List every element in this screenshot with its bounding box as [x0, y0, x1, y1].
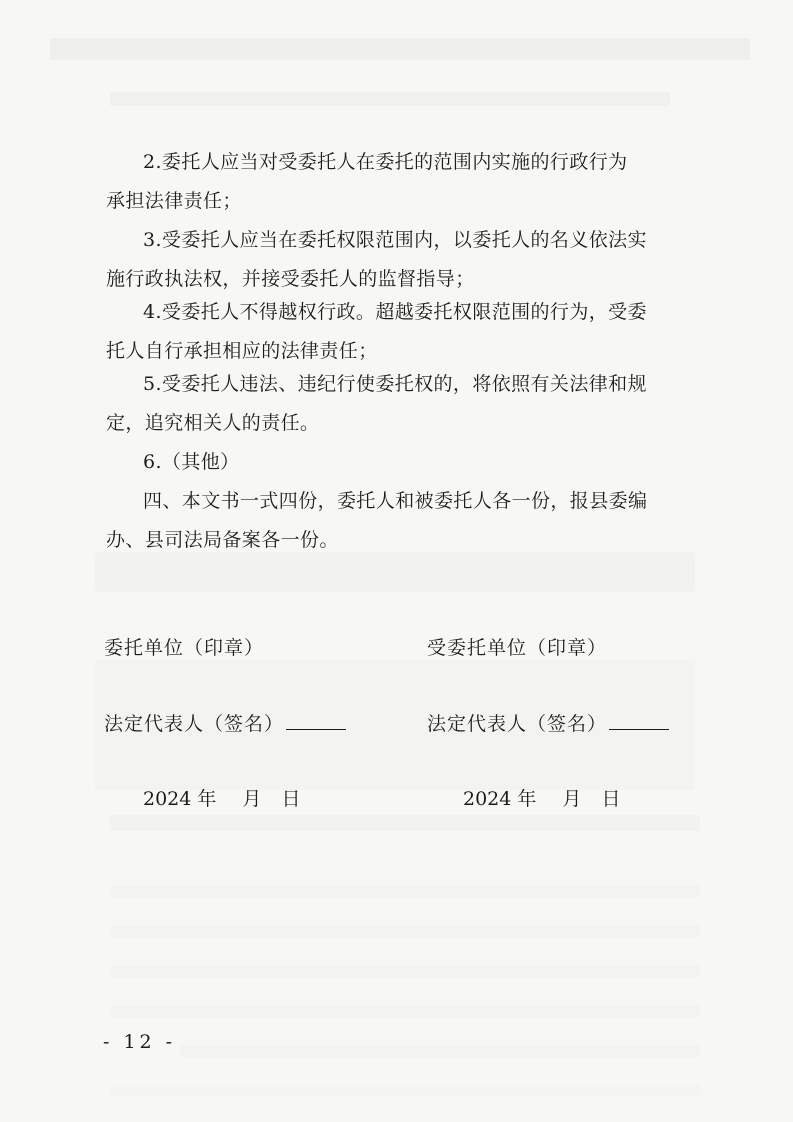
- principal-representative-signature: [104, 711, 346, 736]
- principal-date-year-char: 年: [197, 788, 217, 810]
- clause-6: 6.（其他）: [143, 451, 240, 473]
- principal-unit-seal-label: 委托单位（印章）: [104, 637, 265, 659]
- clause-5-line-2: 定，追究相关人的责任。: [106, 412, 320, 434]
- agent-date-month-char: 月: [562, 788, 582, 810]
- agent-date-day-char: 日: [601, 788, 621, 810]
- agent-representative-signature: [427, 711, 669, 736]
- clause-2-line-2: 承担法律责任；: [106, 190, 242, 212]
- clause-four-line-2: 办、县司法局备案各一份。: [106, 529, 339, 551]
- agent-signature-blank: [609, 711, 669, 730]
- clause-5-line-1: 5.受委托人违法、违纪行使委托权的，将依照有关法律和规: [143, 373, 647, 395]
- principal-date: [143, 787, 300, 811]
- principal-date-year: 2024: [143, 788, 192, 810]
- principal-date-day-char: 日: [281, 788, 301, 810]
- agent-date: [463, 787, 620, 811]
- clause-four-line-1: 四、本文书一式四份，委托人和被委托人各一份，报县委编: [143, 490, 648, 512]
- agent-date-year-char: 年: [517, 788, 537, 810]
- agent-unit-seal-label: 受委托单位（印章）: [427, 637, 608, 659]
- clause-3-line-1: 3.受委托人应当在委托权限范围内，以委托人的名义依法实: [143, 229, 647, 251]
- agent-representative-label: 法定代表人（签名）: [427, 713, 608, 735]
- clause-3-line-2: 施行政执法权，并接受委托人的监督指导；: [106, 268, 475, 290]
- clause-2-line-1: 2.委托人应当对受委托人在委托的范围内实施的行政行为: [143, 151, 628, 173]
- agent-date-year: 2024: [463, 788, 512, 810]
- clause-4-line-1: 4.受委托人不得越权行政。超越委托权限范围的行为，受委: [143, 301, 647, 323]
- page-number: - 12 -: [103, 1031, 177, 1053]
- principal-representative-label: 法定代表人（签名）: [104, 713, 285, 735]
- principal-signature-blank: [286, 711, 346, 730]
- clause-4-line-2: 托人自行承担相应的法律责任；: [106, 340, 378, 362]
- principal-date-month-char: 月: [242, 788, 262, 810]
